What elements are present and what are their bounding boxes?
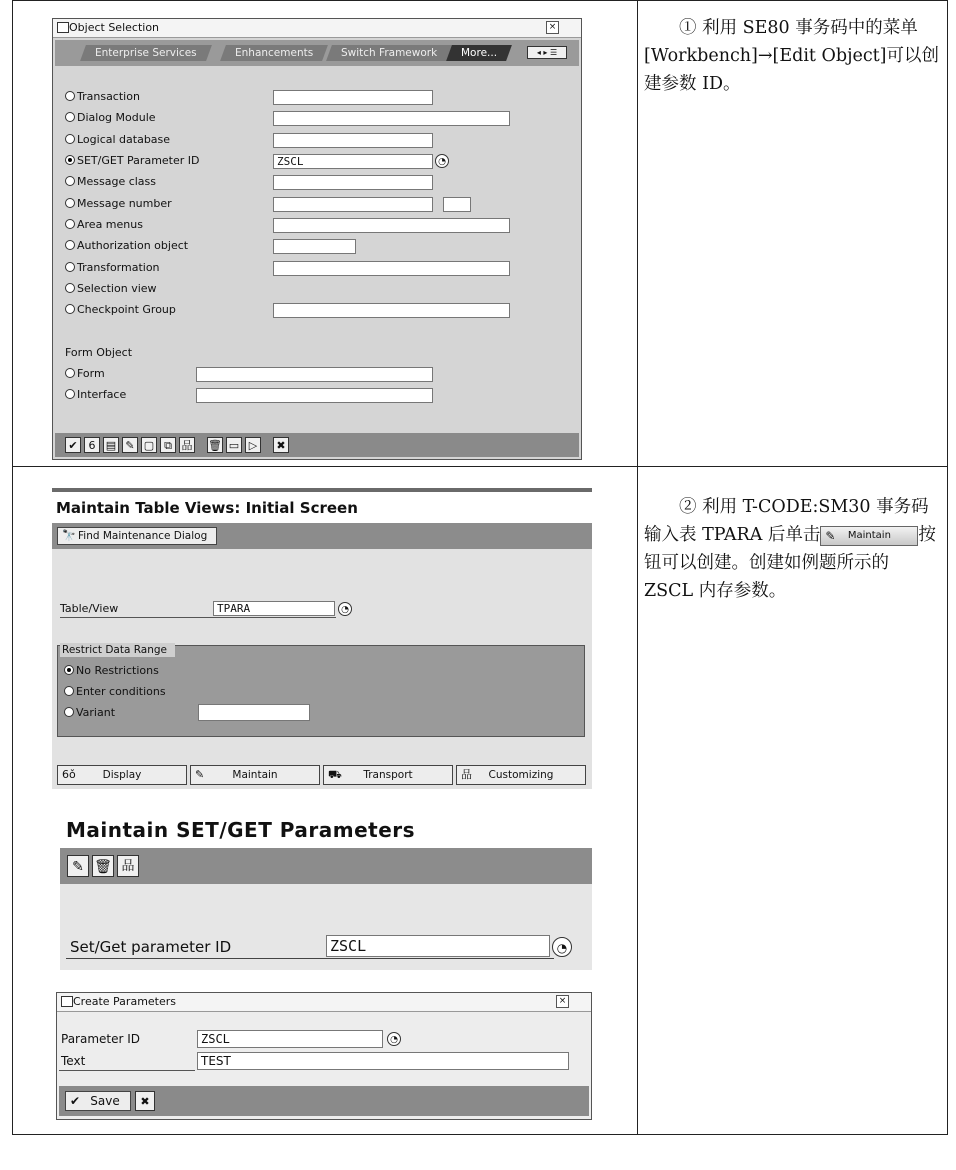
interface-input[interactable] (196, 388, 433, 403)
option-message-number[interactable]: Message number (65, 197, 172, 211)
message-class-input[interactable] (273, 175, 433, 190)
copy-icon[interactable]: ⧉ (160, 437, 176, 453)
check-icon[interactable]: ✔ (65, 437, 81, 453)
tab-enhancements[interactable]: Enhancements (220, 45, 328, 61)
display-icon[interactable]: 6 (84, 437, 100, 453)
parameter-id-input[interactable]: ZSCL (273, 154, 433, 169)
truck-icon: ⛟ (328, 768, 342, 781)
customizing-button[interactable]: 品 Customizing (456, 765, 586, 785)
dialog-titlebar (57, 993, 591, 1012)
hierarchy-icon: 品 (461, 768, 472, 781)
option-transaction[interactable]: Transaction (65, 90, 140, 104)
save-button[interactable]: ✔ Save (65, 1091, 131, 1111)
logical-database-input[interactable] (273, 133, 433, 148)
dialog-title: Object Selection (69, 21, 160, 34)
hierarchy-icon[interactable]: 品 (179, 437, 195, 453)
option-area-menus[interactable]: Area menus (65, 218, 143, 232)
transformation-input[interactable] (273, 261, 510, 276)
option-message-class[interactable]: Message class (65, 175, 156, 189)
create-icon[interactable]: ▢ (141, 437, 157, 453)
field-underline (60, 617, 336, 618)
option-interface[interactable]: Interface (65, 388, 126, 402)
table-view-input[interactable]: TPARA (213, 601, 335, 616)
glasses-icon: 6ǒ (62, 768, 76, 781)
screen-top-edge (52, 488, 592, 492)
row-divider (12, 466, 948, 467)
field-underline (66, 958, 554, 959)
parameter-id-label: Parameter ID (61, 1032, 141, 1046)
delete-icon[interactable]: 🗑 (208, 439, 222, 452)
checkpoint-group-input[interactable] (273, 303, 510, 318)
option-selection-view[interactable]: Selection view (65, 282, 157, 296)
close-icon[interactable]: × (546, 21, 559, 34)
tab-scroll-arrows[interactable]: ◂ ▸ ☰ (527, 46, 567, 59)
tab-switch-framework[interactable]: Switch Framework (326, 45, 452, 61)
option-variant[interactable]: Variant (64, 706, 115, 720)
text-label: Text (61, 1054, 86, 1068)
option-dialog-module[interactable]: Dialog Module (65, 111, 156, 125)
pencil-icon: ✎ (195, 768, 205, 781)
value-help-icon[interactable]: ◔ (387, 1032, 401, 1046)
message-class-field[interactable] (273, 197, 433, 212)
transport-button[interactable]: ⛟ Transport (323, 765, 453, 785)
parameter-id-input[interactable]: ZSCL (197, 1030, 383, 1048)
forward-icon[interactable]: ▷ (245, 437, 261, 453)
pencil-icon[interactable]: ✎ (122, 437, 138, 453)
delete-icon[interactable]: 🗑 (92, 855, 114, 877)
transaction-input[interactable] (273, 90, 433, 105)
cancel-icon[interactable]: ✖ (135, 1091, 155, 1111)
option-authorization-object[interactable]: Authorization object (65, 239, 188, 253)
message-number-input[interactable] (443, 197, 471, 212)
table-view-label: Table/View (60, 602, 119, 615)
find-maintenance-dialog-button[interactable]: 🔭 Find Maintenance Dialog (57, 527, 217, 545)
dialog-titlebar (53, 19, 581, 38)
column-divider (637, 0, 638, 1135)
local-object-icon[interactable]: ▤ (103, 437, 119, 453)
form-object-heading: Form Object (65, 346, 133, 359)
hierarchy-icon[interactable]: 品 (117, 855, 139, 877)
setget-title: Maintain SET/GET Parameters (66, 818, 416, 842)
binoculars-icon: 🔭 (62, 529, 76, 542)
pencil-icon: ✎ (825, 528, 836, 543)
option-form[interactable]: Form (65, 367, 105, 381)
create-parameters-dialog (56, 992, 592, 1120)
restrict-data-range-title: Restrict Data Range (60, 643, 175, 657)
window-icon (57, 22, 69, 33)
option-checkpoint-group[interactable]: Checkpoint Group (65, 303, 176, 317)
cancel-icon[interactable]: ✖ (273, 437, 289, 453)
step2-description: ② 利用 T-CODE:SM30 事务码输入表 TPARA 后单击 ✎ Maintain 按钮可以创建。创建如例题所示的 ZSCL 内存参数。 (644, 497, 936, 601)
option-no-restrictions[interactable]: No Restrictions (64, 664, 159, 678)
option-enter-conditions[interactable]: Enter conditions (64, 685, 166, 699)
option-setget-parameter-id[interactable]: SET/GET Parameter ID (65, 154, 200, 168)
option-logical-database[interactable]: Logical database (65, 133, 170, 147)
setget-field-label: Set/Get parameter ID (70, 938, 232, 956)
dialog-title: Create Parameters (73, 995, 177, 1008)
dialog-module-input[interactable] (273, 111, 510, 126)
window-icon (61, 996, 73, 1007)
maintain-button[interactable]: ✎ Maintain (190, 765, 320, 785)
option-transformation[interactable]: Transformation (65, 261, 160, 275)
pencil-icon[interactable]: ✎ (67, 855, 89, 877)
tab-more[interactable]: More... (446, 45, 512, 61)
field-underline (59, 1070, 195, 1071)
variant-input[interactable] (198, 704, 310, 721)
setget-toolbar (60, 848, 592, 884)
tab-enterprise-services[interactable]: Enterprise Services (80, 45, 211, 61)
step1-description: ① 利用 SE80 事务码中的菜单 [Workbench]→[Edit Object]可以创建参数 ID。 (644, 18, 940, 94)
rename-icon[interactable]: ▭ (226, 437, 242, 453)
value-help-icon[interactable]: ◔ (435, 154, 449, 168)
authorization-object-input[interactable] (273, 239, 356, 254)
setget-parameter-input[interactable]: ZSCL (326, 935, 550, 957)
check-icon: ✔ (70, 1094, 81, 1108)
value-help-icon[interactable]: ◔ (338, 602, 352, 616)
value-help-icon[interactable]: ◔ (552, 937, 572, 957)
inline-maintain-button: ✎ Maintain (820, 526, 918, 546)
display-button[interactable]: 6ǒ Display (57, 765, 187, 785)
text-input[interactable]: TEST (197, 1052, 569, 1070)
form-input[interactable] (196, 367, 433, 382)
area-menus-input[interactable] (273, 218, 510, 233)
sm30-title: Maintain Table Views: Initial Screen (56, 499, 358, 517)
object-selection-dialog (52, 18, 582, 460)
close-icon[interactable]: × (556, 995, 569, 1008)
